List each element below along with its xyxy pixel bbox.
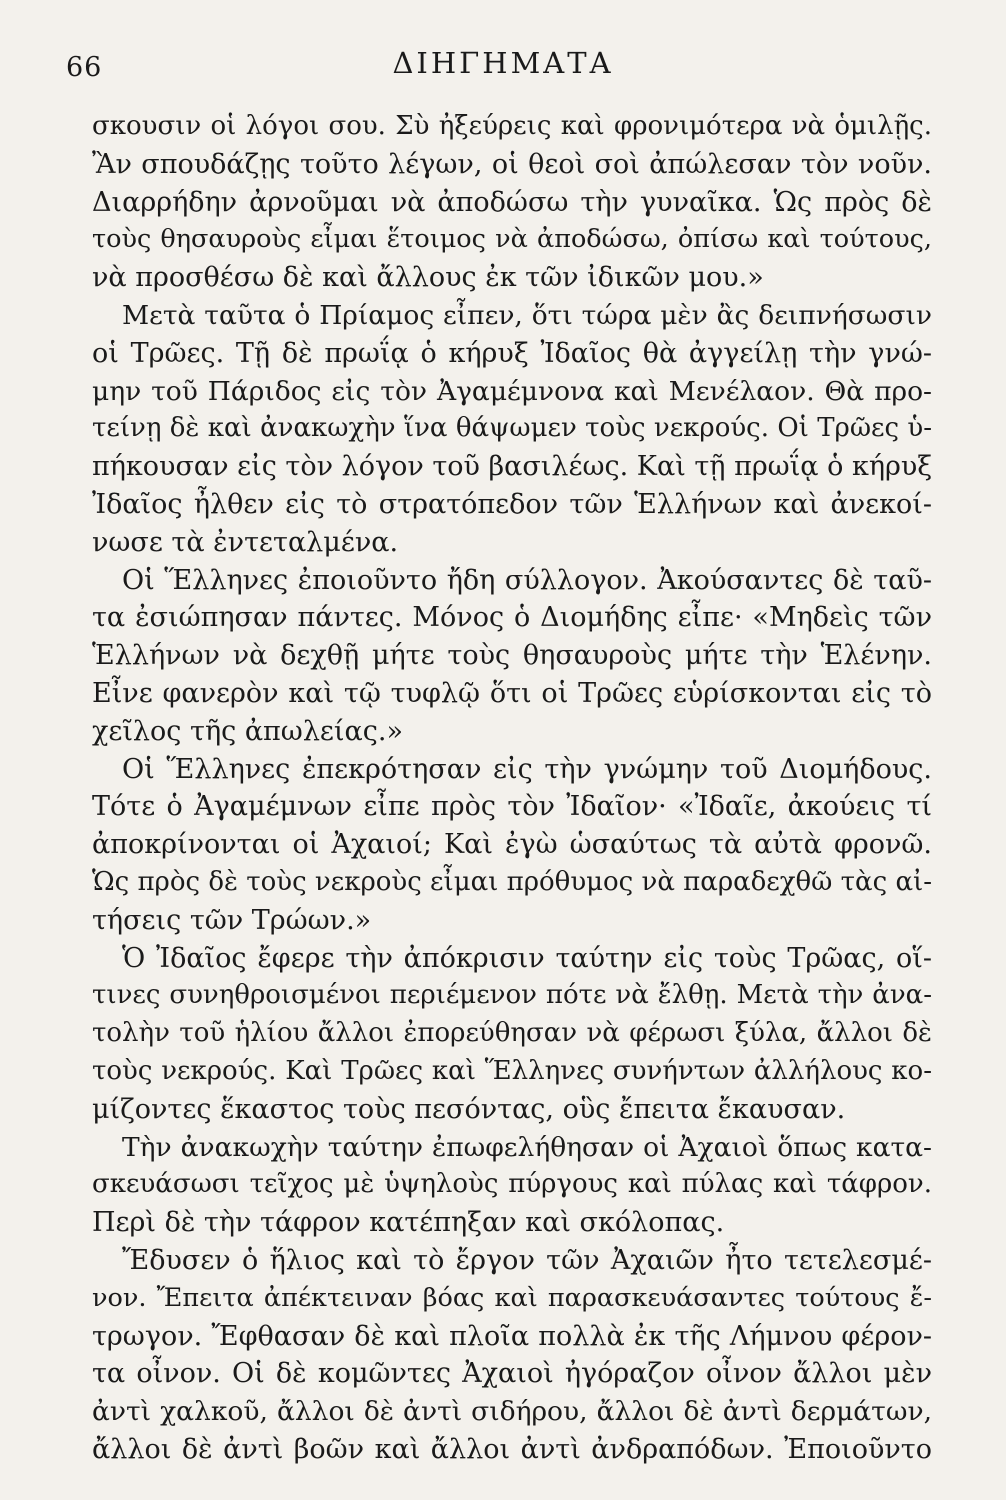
text-line: Ἰδαῖος ἦλθεν εἰς τὸ στρατόπεδον τῶν Ἑλλήνων καὶ ἀνεκοί- bbox=[92, 488, 932, 520]
text-line: Διαρρήδην ἀρνοῦμαι νὰ ἀποδώσω τὴν γυναῖκα. Ὡς πρὸς δὲ bbox=[92, 186, 932, 218]
text-line: νὰ προσθέσω δὲ καὶ ἄλλους ἐκ τῶν ἰδικῶν μου.» bbox=[92, 262, 764, 294]
text-line: Εἶνε φανερὸν καὶ τῷ τυφλῷ ὅτι οἱ Τρῶες εὑρίσκονται εἰς τὸ bbox=[92, 677, 932, 709]
text-line: μην τοῦ Πάριδος εἰς τὸν Ἀγαμέμνονα καὶ Μενέλαον. Θὰ προ- bbox=[92, 375, 932, 407]
text-line: Τὴν ἀνακωχὴν ταύτην ἐπωφελήθησαν οἱ Ἀχαιοὶ ὅπως κατα- bbox=[122, 1131, 932, 1163]
text-line: ἄλλοι δὲ ἀντὶ βοῶν καὶ ἄλλοι ἀντὶ ἀνδραπόδων. Ἐποιοῦντο bbox=[92, 1433, 932, 1465]
text-line: σκευάσωσι τεῖχος μὲ ὑψηλοὺς πύργους καὶ πύλας καὶ τάφρον. bbox=[92, 1169, 932, 1200]
text-line: Ὡς πρὸς δὲ τοὺς νεκροὺς εἶμαι πρόθυμος νὰ παραδεχθῶ τὰς αἰ- bbox=[92, 866, 932, 897]
text-line: σκουσιν οἱ λόγοι σου. Σὺ ἠξεύρεις καὶ φρονιμότερα νὰ ὁμιλῇς. bbox=[92, 111, 932, 141]
text-line: Οἱ Ἕλληνες ἐποιοῦντο ἤδη σύλλογον. Ἀκούσαντες δὲ ταῦ- bbox=[122, 564, 932, 596]
text-line: Ὁ Ἰδαῖος ἔφερε τὴν ἀπόκρισιν ταύτην εἰς τοὺς Τρῶας, οἵ- bbox=[122, 942, 932, 974]
text-line: Οἱ Ἕλληνες ἐπεκρότησαν εἰς τὴν γνώμην τοῦ Διομήδους. bbox=[122, 753, 932, 785]
text-line: πήκουσαν εἰς τὸν λόγον τοῦ βασιλέως. Καὶ τῇ πρωΐᾳ ὁ κήρυξ bbox=[92, 451, 932, 483]
running-title: ΔΙΗΓΗΜΑΤΑ bbox=[392, 46, 614, 80]
text-line: ἀντὶ χαλκοῦ, ἄλλοι δὲ ἀντὶ σιδήρου, ἄλλοι δὲ ἀντὶ δερμάτων, bbox=[92, 1396, 932, 1428]
text-line: τα οἶνον. Οἱ δὲ κομῶντες Ἀχαιοὶ ἠγόραζον οἶνον ἄλλοι μὲν bbox=[92, 1358, 932, 1390]
text-line: Ἑλλήνων νὰ δεχθῇ μήτε τοὺς θησαυροὺς μήτε τὴν Ἑλένην. bbox=[92, 640, 932, 672]
text-line: τοὺς νεκρούς. Καὶ Τρῶες καὶ Ἕλληνες συνήντων ἀλλήλους κο- bbox=[92, 1055, 932, 1086]
text-line: τείνῃ δὲ καὶ ἀνακωχὴν ἵνα θάψωμεν τοὺς νεκρούς. Οἱ Τρῶες ὑ- bbox=[92, 413, 932, 444]
text-line: μίζοντες ἕκαστος τοὺς πεσόντας, οὓς ἔπειτα ἔκαυσαν. bbox=[92, 1093, 846, 1125]
text-line: οἱ Τρῶες. Τῇ δὲ πρωΐᾳ ὁ κήρυξ Ἰδαῖος θὰ ἀγγείλῃ τὴν γνώ- bbox=[92, 337, 932, 369]
text-line: Περὶ δὲ τὴν τάφρον κατέπηξαν καὶ σκόλοπας. bbox=[92, 1207, 725, 1239]
text-line: τολὴν τοῦ ἡλίου ἄλλοι ἐπορεύθησαν νὰ φέρωσι ξύλα, ἄλλοι δὲ bbox=[92, 1018, 932, 1049]
text-line: νωσε τὰ ἐντεταλμένα. bbox=[92, 526, 399, 558]
text-line: ἀποκρίνονται οἱ Ἀχαιοί; Καὶ ἐγὼ ὡσαύτως τὰ αὐτὰ φρονῶ. bbox=[92, 829, 932, 861]
text-line: νον. Ἔπειτα ἀπέκτειναν βόας καὶ παρασκευάσαντες τούτους ἔ- bbox=[92, 1282, 932, 1313]
text-line: τα ἐσιώπησαν πάντες. Μόνος ὁ Διομήδης εἶπε· «Μηδεὶς τῶν bbox=[92, 602, 932, 634]
text-line: τινες συνηθροισμένοι περιέμενον πότε νὰ ἔλθῃ. Μετὰ τὴν ἀνα- bbox=[92, 980, 932, 1011]
body-text bbox=[92, 108, 932, 1469]
text-line: Τότε ὁ Ἀγαμέμνων εἶπε πρὸς τὸν Ἰδαῖον· «Ἰδαῖε, ἀκούεις τί bbox=[92, 791, 932, 823]
text-line: Ἂν σπουδάζῃς τοῦτο λέγων, οἱ θεοὶ σοὶ ἀπώλεσαν τὸν νοῦν. bbox=[92, 148, 932, 180]
page-number: 66 bbox=[66, 52, 103, 83]
text-line: χεῖλος τῆς ἀπωλείας.» bbox=[92, 715, 403, 747]
text-line: τοὺς θησαυροὺς εἶμαι ἕτοιμος νὰ ἀποδώσω, ὀπίσω καὶ τούτους, bbox=[92, 224, 932, 255]
text-line: Ἔδυσεν ὁ ἥλιος καὶ τὸ ἔργον τῶν Ἀχαιῶν ἦτο τετελεσμέ- bbox=[122, 1244, 932, 1276]
text-line: Μετὰ ταῦτα ὁ Πρίαμος εἶπεν, ὅτι τώρα μὲν ἂς δειπνήσωσιν bbox=[122, 299, 932, 331]
text-line: τρωγον. Ἔφθασαν δὲ καὶ πλοῖα πολλὰ ἐκ τῆς Λήμνου φέρον- bbox=[92, 1320, 932, 1352]
text-line: τήσεις τῶν Τρώων.» bbox=[92, 904, 372, 936]
